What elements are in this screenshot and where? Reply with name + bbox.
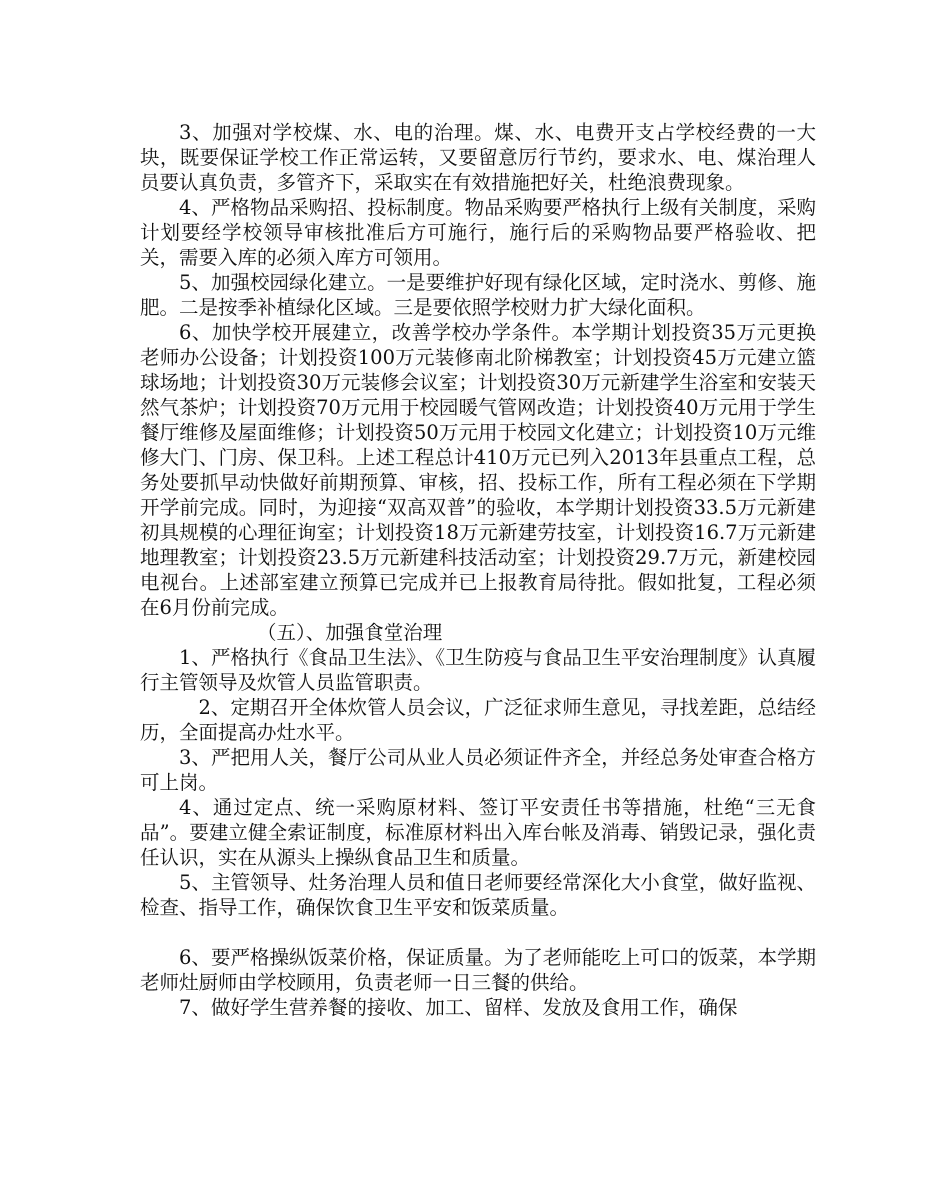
paragraph-item-6-construction: 6、加快学校开展建立，改善学校办学条件。本学期计划投资35万元更换老师办公设备；计划投资100万元装修南北阶梯教室；计划投资45万元建立篮球场地；计划投资30万元装修会议室；计划投资30万元新建学生浴室和安装天然气茶炉；计划投资70万元用于校园暖气管网改造；计划投资40万元用于学生餐厅维修及屋面维修；计划投资50万元用于校园文化建立；计划投资10万元维修大门、门房、保卫科。上述工程总计410万元已列入2013年县重点工程，总务处要抓早动快做好前期预算、审核，招、投标工作，所有工程必须在下学期开学前完成。同时，为迎接“双高双普”的验收，本学期计划投资33.5万元新建初具规模的心理征询室；计划投资18万元新建劳技室，计划投资16.7万元新建地理教室；计划投资23.5万元新建科技活动室；计划投资29.7万元，新建校园电视台。上述部室建立预算已完成并已上报教育局待批。假如批复，工程必须在6月份前完成。: [140, 321, 816, 619]
paragraph-canteen-4: 4、通过定点、统一采购原材料、签订平安责任书等措施，杜绝“三无食品”。要建立健全索证制度，标准原材料出入库台帐及消毒、销毁记录，强化责任认识，实在从源头上操纵食品卫生和质量。: [140, 796, 816, 869]
paragraph-canteen-2: 2、定期召开全体炊管人员会议，广泛征求师生意见，寻找差距，总结经历，全面提高办灶水平。: [140, 696, 816, 744]
paragraph-item-3-utilities: 3、加强对学校煤、水、电的治理。煤、水、电费开支占学校经费的一大块，既要保证学校工作正常运转，又要留意厉行节约，要求水、电、煤治理人员要认真负责，多管齐下，采取实在有效措施把好关，杜绝浪费现象。: [140, 121, 816, 194]
blank-line: [140, 920, 816, 945]
paragraph-canteen-6: 6、要严格操纵饭菜价格，保证质量。为了老师能吃上可口的饭菜，本学期老师灶厨师由学校顾用，负责老师一日三餐的供给。: [140, 946, 816, 994]
document-body: [140, 120, 816, 1020]
paragraph-item-5-greening: 5、加强校园绿化建立。一是要维护好现有绿化区域，定时浇水、剪修、施肥。二是按季补植绿化区域。三是要依照学校财力扩大绿化面积。: [140, 271, 816, 319]
paragraph-canteen-1: 1、严格执行《食品卫生法》、《卫生防疫与食品卫生平安治理制度》认真履行主管领导及炊管人员监管职责。: [140, 646, 816, 694]
paragraph-canteen-5: 5、主管领导、灶务治理人员和值日老师要经常深化大小食堂，做好监视、检查、指导工作，确保饮食卫生平安和饭菜质量。: [140, 871, 816, 919]
paragraph-canteen-3: 3、严把用人关，餐厅公司从业人员必须证件齐全，并经总务处审查合格方可上岗。: [140, 746, 816, 794]
section-heading-canteen: （五）、加强食堂治理: [257, 621, 443, 644]
paragraph-item-4-procurement: 4、严格物品采购招、投标制度。物品采购要严格执行上级有关制度，采购计划要经学校领导审核批准后方可施行，施行后的采购物品要严格验收、把关，需要入库的必须入库方可领用。: [140, 196, 816, 269]
paragraph-canteen-7: 7、做好学生营养餐的接收、加工、留样、发放及食用工作，确保: [179, 996, 738, 1019]
